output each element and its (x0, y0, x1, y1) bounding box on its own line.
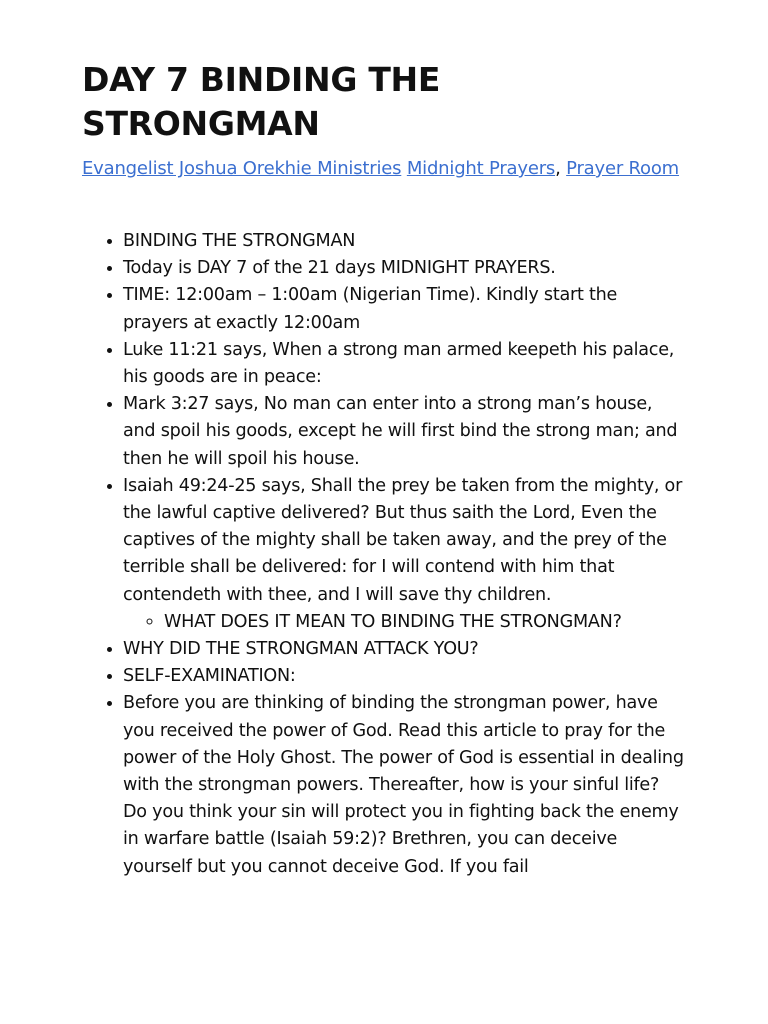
list-item: • SELF-EXAMINATION: (123, 663, 686, 690)
list-item: • WHY DID THE STRONGMAN ATTACK YOU? (123, 636, 686, 663)
category-link-ministries[interactable]: Evangelist Joshua Orekhie Ministries (82, 158, 402, 179)
category-link-midnight-prayers[interactable]: Midnight Prayers (406, 158, 556, 179)
category-link-prayer-room[interactable]: Prayer Room (566, 158, 680, 179)
list-item: • Today is DAY 7 of the 21 days MIDNIGHT PRAYERS. (123, 255, 686, 282)
list-item-text: Isaiah 49:24-25 says, Shall the prey be taken from the mighty, or the lawful captive delivered? But thus saith the Lord, Even the captives of the mighty shall be taken away, and the prey of the terrible shall be delivered: for I will contend with him that contendeth with thee, and I will save thy children. (123, 475, 683, 605)
list-item: • Luke 11:21 says, When a strong man armed keepeth his palace, his goods are in peace: (123, 337, 686, 391)
post-title: DAY 7 BINDING THE STRONGMAN (82, 60, 441, 143)
prayer-point-list (82, 228, 686, 881)
post-categories (82, 155, 686, 182)
sub-list-item: ◦ WHAT DOES IT MEAN TO BINDING THE STRONGMAN? (164, 609, 686, 636)
category-separator: , (555, 158, 567, 179)
list-item: • Mark 3:27 says, No man can enter into a strong man’s house, and spoil his goods, except he will first bind the strong man; and then he will spoil his house. (123, 391, 686, 473)
sub-list (123, 609, 686, 636)
post-content (82, 228, 686, 881)
list-item: • Before you are thinking of binding the strongman power, have you received the power of God. Read this article to pray for the power of the Holy Ghost. The power of God is essential in dealing with the strongman powers. Thereafter, how is your sinful life? Do you think your sin will protect you in fighting back the enemy in warfare battle (Isaiah 59:2)? Brethren, you can deceive yourself but you cannot deceive God. If you fail (123, 690, 686, 880)
list-item-with-sublist (123, 473, 686, 636)
list-item: • BINDING THE STRONGMAN (123, 228, 686, 255)
list-item: • TIME: 12:00am – 1:00am (Nigerian Time). Kindly start the prayers at exactly 12:00am (123, 282, 686, 336)
